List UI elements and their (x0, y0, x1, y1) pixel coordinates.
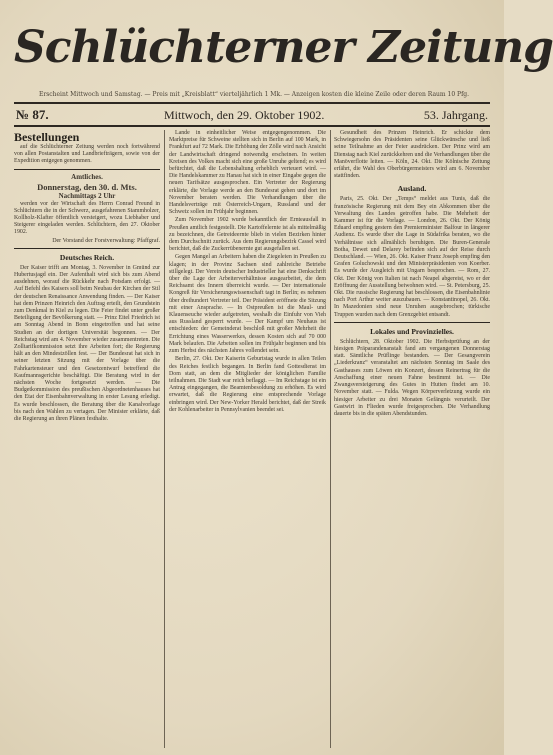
section-rule (14, 248, 160, 249)
issue-row (14, 106, 490, 124)
column-1 (14, 130, 160, 748)
newspaper-masthead: Schlüchterner Zeitung (14, 22, 553, 73)
issue-volume: 53. Jahrgang. (423, 108, 488, 122)
lokales-article: Schlüchtern, 28. Oktober 1902. Die Herbstprüfung an der hiesigen Präparandenanstalt fand am vergangenen Donnerstag statt. Sämtliche Prüflinge bestanden. — Der Gesangverein „Liederkranz“ veranstaltet am nächsten Sonntag im Saale des Gasthauses zum Löwen ein Konzert, dessen Reinertrag für die Anschaffung einer neuen Fahne bestimmt ist. — Die Zwangsversteigerung des Gutes in Hutten findet am 10. November statt. — Fulda. Wegen Körperverletzung wurde ein hiesiger Arbeiter zu drei Monaten Gefängnis verurteilt. Der Gastwirt in Flieden wurde freigesprochen. Die Verhandlung dauerte bis in die späten Abendstunden. (334, 338, 490, 417)
ausland-heading: Ausland. (397, 184, 427, 194)
issue-date: Mittwoch, den 29. Oktober 1902. (164, 108, 325, 122)
column-separator-2 (330, 130, 331, 748)
reich-article: Der Kaiser trifft am Montag, 3. November in Gmünd zur Hubertusjagd ein. Der Aufenthalt wird sich bis zum Abend ausdehnen, worauf die Rückkehr nach Potsdam erfolgt. — Auf Befehl des Kaisers soll beim Neubau der Kirchen der Stil der deutschen Renaissance Anwendung finden. — Der Kaiser hat dem Prinzen Heinrich den Auftrag erteilt, den Grundstein zum Denkmal in Kiel zu legen. Die Feier findet unter großer Beteiligung der Bevölkerung statt. — Prinz Eitel Friedrich ist am Sonntag Abend in Bonn eingetroffen und hat seine Studien an der dortigen Universität begonnen. — Der Reichstag wird am 4. November wieder zusammentreten. Die Zolltarifkommission setzt ihre Arbeiten fort; die Regierung hält an den Mindestzöllen fest. — Der Bundesrat hat sich in seiner letzten Sitzung mit der Vorlage über die Fahrkartensteuer und den Gesetzentwurf betreffend die Kaufmannsgerichte beschäftigt. Die Beratung wird in der nächsten Woche fortgesetzt werden. — Die Budgetkommission des preußischen Abgeordnetenhauses hat den Etat der Eisenbahnverwaltung in erster Lesung erledigt. Es wurde beschlossen, die Beratung über die Kanalvorlage bis nach den Wahlen zu vertagen. Der Minister erklärte, daß die Regierung an ihren Plänen festhalte. (14, 264, 160, 423)
auction-date: Donnerstag, den 30. d. Mts. (37, 181, 137, 192)
amtliches-heading: Amtliches. (71, 172, 103, 181)
top-rule (14, 102, 490, 104)
article-text-c: Gegen Mangel an Arbeitern haben die Ziegeleien in Preußen zu klagen; in der Provinz Sachsen sind zahlreiche Betriebe stillgelegt. Der Verein deutscher Industrieller hat eine Denkschrift über die Lage der Arbeiterverhältnisse ausgearbeitet, die dem Reichsamt des Innern überreicht wurde. — Der internationale Kongreß für Versicherungswissenschaft tagt in Berlin; es nehmen über dreihundert Vertreter teil. Der Präsident eröffnete die Sitzung mit einer Ansprache. — In Ostpreußen ist die Maul- und Klauenseuche wieder aufgetreten, weshalb die Einfuhr von Vieh aus Russland gesperrt wurde. — Der Kampf um Neuhaus ist entschieden: der Gemeinderat beschloß mit großer Mehrheit die Errichtung eines Wasserwerkes, dessen Kosten sich auf 70 000 Mark belaufen. Die Arbeiten sollen im Frühjahr beginnen und bis zum Herbst des nächsten Jahres vollendet sein. (169, 254, 326, 355)
article-text-b: Zum November 1902 wurde bekanntlich der Ernteausfall in Preußen amtlich festgestellt. Die Kartoffelernte ist als mittelmäßig zu bezeichnen, die Getreideernte blieb in vielen Bezirken hinter dem Durchschnitt zurück. Aus dem Regierungsbezirk Cassel wird berichtet, daß die Zuckerrübenernte gut ausgefallen sei. (169, 217, 326, 253)
section-rule (14, 169, 160, 170)
bestellungen-heading: Bestellungen (14, 130, 80, 144)
lokales-heading: Lokales und Provinzielles. (370, 326, 454, 336)
ausland-article: Paris, 25. Okt. Der „Temps“ meldet aus Tunis, daß die französische Regierung mit dem Bey ein Abkommen über die Verwaltung des Landes getroffen habe. Die Mehrheit der Kammer ist für die Vorlage. — London, 26. Okt. Der König Eduard empfing gestern den Premierminister Balfour in längerer Audienz. Es wurde über die Lage in Südafrika beraten, wo die Verhältnisse sich allmählich beruhigen. Die Buren-Generale Botha, Dewet und Delarey befinden sich auf der Reise durch Deutschland. — Wien, 26. Okt. Kaiser Franz Joseph empfing den Grafen Goluchowski und den Ministerpräsidenten von Koerber. Es wurde der Ausgleich mit Ungarn besprochen. — Rom, 27. Okt. Der König von Italien ist nach Neapel abgereist, wo er der Eröffnung der Ausstellung beiwohnen wird. — St. Petersburg, 25. Okt. Die russische Regierung hat beschlossen, die Eisenbahnlinie nach Port Arthur weiter auszubauen. — Konstantinopel, 26. Okt. In Mazedonien sind neue Unruhen ausgebrochen; türkische Truppen wurden nach dem Grenzgebiet entsandt. (334, 196, 490, 318)
issue-bottom-rule (14, 125, 490, 127)
auction-signature: Der Vorstand der Forstverwaltung: Pfaffgraf. (52, 237, 160, 244)
deutsches-reich-heading: Deutsches Reich. (59, 252, 115, 262)
column-3 (334, 130, 490, 748)
article-text-d: Berlin, 27. Okt. Der Kaiserin Geburtstag wurde in allen Teilen des Reiches festlich begangen. In Berlin fand Gottesdienst im Dom statt, an dem die Mitglieder der königlichen Familie teilnahmen. Die Stadt war reich beflaggt. — Im Reichstage ist ein Antrag eingegangen, die Beamtenbesoldung zu erhöhen. Es wird erwartet, daß die Regierung eine entsprechende Vorlage einbringen wird. Der New-Yorker Herald berichtet, daß der Streik der Kohlenarbeiter in Pennsylvanien beendet sei. (169, 356, 326, 413)
auction-text: werden vor der Wirtschaft des Herrn Conrad Freund in Schlüchtern die in der Schwerz, ausgefahrenen Stammholzer, Kollholz-Klafter öffentlich versteigert, wozu Liebhaber und Steigerer eingeladen werden. Schlüchtern, den 27. Oktober 1902. (14, 200, 160, 236)
subscription-line: Erscheint Mittwoch und Samstag. — Preis mit „Kreisblatt“ vierteljährlich 1 Mk. — Anzeigen kosten die kleine Zeile oder deren Raum 10 Pfg. (38, 91, 470, 98)
article-text-a: Gesundheit des Prinzen Heinrich. Er schickte dem Schwiegersohn des Präsidenten seine Glückwünsche und ließ seine Teilnahme an der Feier ausdrücken. Der Prinz wird am Dienstag nach Kiel zurückkehren und die Verhandlungen über die Manöverflotte leiten. — Köln, 24. Okt. Die Kölnische Zeitung erfährt, die Wahl des Oberbürgermeisters wird am 6. November stattfinden. (334, 130, 490, 180)
bestellungen-text: auf die Schlüchterner Zeitung werden noch fortwährend von allen Postanstalten und Landbriefträgern, sowie von der Expedition entgegen genommen. (14, 144, 160, 165)
column-separator-1 (164, 130, 165, 748)
section-rule (334, 322, 490, 323)
issue-number: № 87. (16, 107, 49, 122)
auction-time: Nachmittags 2 Uhr (58, 191, 116, 200)
article-text-a: Lande in einheitlicher Weise entgegengenommen. Die Marktpreise für Schweine stellten sich in Berlin auf 100 Mark, in Frankfurt auf 72 Mark. Die Erhöhung der Zölle wird nach Ansicht der Landwirtschaft dringend notwendig erscheinen. In weiten Kreisen des Volkes macht sich eine große Unruhe geltend; es wird befürchtet, daß die Lebenshaltung erheblich verteuert wird. — Die Handelskammer zu Hanau hat sich in einer Eingabe gegen die neuen Tarifsätze ausgesprochen. Ein Vertreter der Regierung erklärte, die Vorlage werde an den Bundesrat gehen und dort im November beraten werden. Die Verhandlungen über die Handelsverträge mit Österreich-Ungarn, Russland und der Schweiz sollen im Frühjahr beginnen. (169, 130, 326, 216)
column-2 (169, 130, 326, 748)
